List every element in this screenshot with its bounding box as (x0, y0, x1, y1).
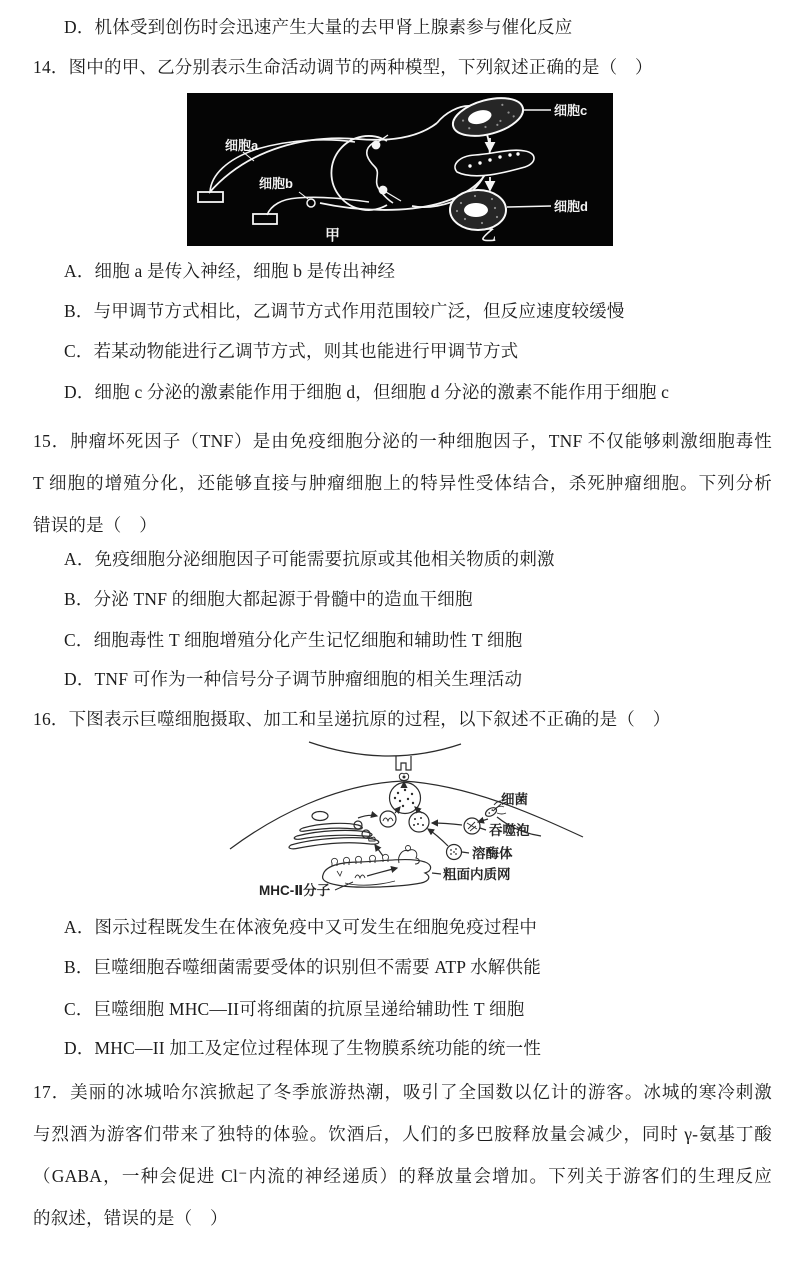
figure16-lysosome-label: 溶酶体 (472, 846, 513, 861)
q17-stem-line-4: 的叙述，错误的是（ ） (33, 1208, 228, 1228)
figure14-cell-b-label: 细胞b (259, 176, 293, 191)
figure14-cell-a-label: 细胞a (225, 138, 259, 153)
q16-option-b: B．巨噬细胞吞噬细菌需要受体的识别但不需要 ATP 水解供能 (64, 957, 541, 977)
q16-figure (225, 735, 590, 905)
q16-option-d: D．MHC—II 加工及定位过程体现了生物膜系统功能的统一性 (64, 1038, 542, 1058)
q15-option-d: D．TNF 可作为一种信号分子调节肿瘤细胞的相关生理活动 (64, 669, 523, 689)
q17-stem-line-3: （GABA，一种会促进 Cl⁻内流的神经递质）的释放量会增加。下列关于游客们的生理反应 (33, 1166, 772, 1186)
figure14-yi-label: 乙 (481, 227, 497, 244)
q16-option-c: C．巨噬细胞 MHC—II可将细菌的抗原呈递给辅助性 T 细胞 (64, 999, 525, 1019)
figure16-rough-er-label: 粗面内质网 (443, 867, 511, 882)
q15-stem-line-2: T 细胞的增殖分化，还能够直接与肿瘤细胞上的特异性受体结合，杀死肿瘤细胞。下列分析 (33, 473, 772, 493)
q15-stem-line-3: 错误的是（ ） (33, 515, 157, 535)
q17-stem-line-2: 与烈酒为游客们带来了独特的体验。饮酒后，人们的多巴胺释放量会减少，同时 γ-氨基丁酸 (33, 1124, 772, 1144)
q13-option-d: D．机体受到创伤时会迅速产生大量的去甲肾上腺素参与催化反应 (64, 17, 573, 37)
q14-stem: 14．图中的甲、乙分别表示生命活动调节的两种模型，下列叙述正确的是（ ） (33, 57, 653, 77)
q14-option-b: B．与甲调节方式相比，乙调节方式作用范围较广泛，但反应速度较缓慢 (64, 301, 625, 321)
q15-option-c: C．细胞毒性 T 细胞增殖分化产生记忆细胞和辅助性 T 细胞 (64, 630, 523, 650)
figure14-cell-d-label: 细胞d (554, 199, 588, 214)
figure16-bacteria-label: 细菌 (501, 792, 528, 807)
q16-stem: 16．下图表示巨噬细胞摄取、加工和呈递抗原的过程，以下叙述不正确的是（ ） (33, 709, 671, 729)
q14-option-a: A．细胞 a 是传入神经，细胞 b 是传出神经 (64, 261, 396, 281)
q14-option-c: C．若某动物能进行乙调节方式，则其也能进行甲调节方式 (64, 341, 519, 361)
figure14-cell-c-label: 细胞c (554, 103, 588, 118)
q14-figure (187, 93, 613, 246)
macrophage-drawing (230, 742, 583, 890)
q16-option-a: A．图示过程既发生在体液免疫中又可发生在细胞免疫过程中 (64, 917, 538, 937)
q17-stem-line-1: 17．美丽的冰城哈尔滨掀起了冬季旅游热潮，吸引了全国数以亿计的游客。冰城的寒冷刺激 (33, 1082, 772, 1102)
figure16-phagocytic-vesicle-label: 吞噬泡 (489, 823, 530, 838)
q15-option-b: B．分泌 TNF 的细胞大都起源于骨髓中的造血干细胞 (64, 589, 473, 609)
q14-option-d: D．细胞 c 分泌的激素能作用于细胞 d，但细胞 d 分泌的激素不能作用于细胞 c (64, 382, 670, 402)
figure16-mhc2-label: MHC-Ⅱ分子 (259, 883, 331, 898)
figure14-jia-label: 甲 (325, 227, 341, 244)
figure14-background (187, 93, 613, 246)
q15-stem-line-1: 15．肿瘤坏死因子（TNF）是由免疫细胞分泌的一种细胞因子，TNF 不仅能够刺激细胞毒性 (33, 431, 772, 451)
q15-option-a: A．免疫细胞分泌细胞因子可能需要抗原或其他相关物质的刺激 (64, 549, 555, 569)
